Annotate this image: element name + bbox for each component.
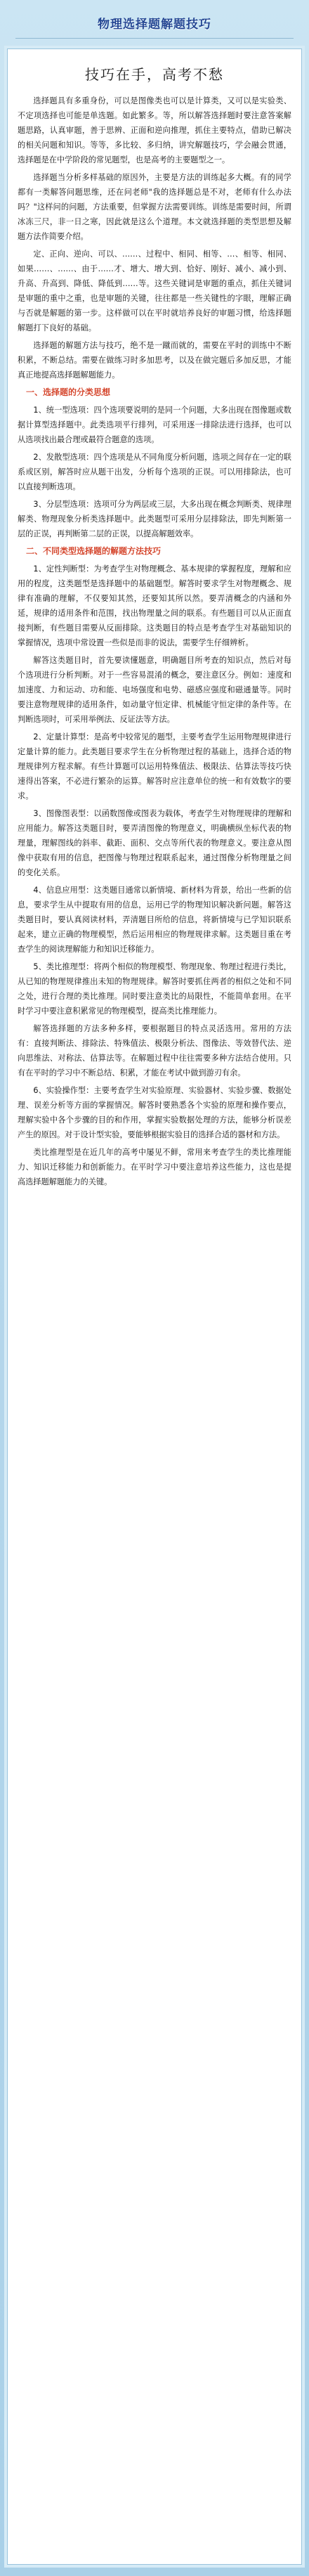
paragraph: 定、正向、逆向、可以、……、过程中、相同、相等、…、相等、相同、如果……、……、由于……才、增大、增大到、恰好、刚好、减小、减小到、升高、升高到、降低、降低到……等。这些关键词是审题的重点，抓住关键词是审题的重中之重，也是审题的关键，往往都是一些关键性的字眼，理解正确与否就是解题的第一步。这样做可以在平时就培养良好的审题习惯，给选择题解题打下良好的基础。 bbox=[18, 250, 291, 332]
paragraph: 类比推理型是在近几年的高考中屡见不鲜，常用来考查学生的类比推理能力、知识迁移能力和创新能力。在平时学习中要注意培养这些能力，这也是提高选择题解题能力的关键。 bbox=[18, 1148, 291, 1186]
paragraph: 3、图像图表型：以函数图像或图表为载体，考查学生对物理规律的理解和应用能力。解答这类题目时，要弄清图像的物理意义，明确横纵坐标代表的物理量，理解图线的斜率、截距、面积、交点等所代表的物理意义。要注意从图像中获取有用的信息，把图像与物理过程联系起来，通过图像分析物理量之间的变化关系。 bbox=[18, 809, 291, 877]
paragraph: 1、统一型选项：四个选项要说明的是同一个问题，大多出现在图像题或数据计算型选择题中。此类选项平行排列，可采用逐一排除法进行选择，也可以从选项找出最合理或最符合题意的选项。 bbox=[18, 406, 291, 444]
paragraph: 6、实验操作型：主要考查学生对实验原理、实验器材、实验步骤、数据处理、误差分析等方面的掌握情况。解答时要熟悉各个实验的原理和操作要点，理解实验中各个步骤的目的和作用，掌握实验数据处理的方法，能够分析误差产生的原因。对于设计型实验，要能够根据实验目的选择合适的器材和方法。 bbox=[18, 1086, 291, 1139]
section-heading-2: 二、不同类型选择题的解题方法技巧 bbox=[26, 546, 162, 556]
page-title: 物理选择题解题技巧 bbox=[98, 17, 211, 32]
paragraph: 选择题具有多重身份，可以是图像类也可以是计算类，又可以是实验类、不定项选择也可能是单选题。如此繁多。等，所以解答选择题时要注意答案解题思路，认真审题，善于思辨、正面和逆向推理，抓住主要特点，借助已解决的相关问题和知识。等等，多比较、多归纳，讲究解题技巧，学会融会贯通，选择题是在中学阶段的常见题型，也是高考的主要题型之一。 bbox=[18, 96, 291, 164]
article-motto: 技巧在手，高考不愁 bbox=[85, 66, 224, 83]
paragraph: 选择题的解题方法与技巧，绝不是一蹴而就的，需要在平时的训练中不断积累，不断总结。需要在做练习时多加思考，以及在做完题后多加反思，才能真正地提高选择题解题能力。 bbox=[18, 341, 291, 380]
paragraph: 3、分层型选项：选项可分为两层或三层，大多出现在概念判断类、规律理解类、物理现象分析类选择题中。此类题型可采用分层排除法，即先判断第一层的正误，再判断第二层的正误，以提高解题效率。 bbox=[18, 500, 291, 538]
title-bar bbox=[15, 7, 294, 39]
paragraph: 2、发散型选项：四个选项是从不同角度分析问题，选项之间存在一定的联系或区别，解答时应从题干出发，分析每个选项的正误。可以用排除法，也可以直接判断选项。 bbox=[18, 453, 291, 491]
article-card bbox=[7, 48, 302, 2565]
paragraph: 解答这类题目时，首先要读懂题意，明确题目所考查的知识点，然后对每个选项进行分析判断。对于一些容易混淆的概念，要注意区分。例如：速度和加速度、力和运动、功和能、电场强度和电势、磁感应强度和磁通量等。同时要注意物理规律的适用条件，如动量守恒定律、机械能守恒定律的条件等。在判断选项时，可采用举例法、反证法等方法。 bbox=[18, 656, 291, 724]
paragraph: 4、信息应用型：这类题目通常以新情境、新材料为背景，给出一些新的信息，要求学生从中提取有用的信息，运用已学的物理知识解决新问题。解答这类题目时，要认真阅读材料，弄清题目所给的信息，将新情境与已学知识联系起来，建立正确的物理模型，然后运用相应的物理规律求解。这类题目重在考查学生的阅读理解能力和知识迁移能力。 bbox=[18, 886, 291, 954]
paragraph: 5、类比推理型：将两个相似的物理模型、物理现象、物理过程进行类比，从已知的物理规律推出未知的物理规律。解答时要抓住两者的相似之处和不同之处，进行合理的类比推理。同时要注意类比的局限性，不能简单套用。在平时学习中要注意积累常见的物理模型，提高类比推理能力。 bbox=[18, 962, 291, 1016]
paragraph: 2、定量计算型：是高考中较常见的题型，主要考查学生运用物理规律进行定量计算的能力。此类题目要求学生在分析物理过程的基础上，选择合适的物理规律列方程求解。有些计算题可以运用特殊值法、极限法、估算法等技巧快速得出答案，不必进行繁杂的运算。解答时应注意单位的统一和有效数字的要求。 bbox=[18, 732, 291, 801]
paragraph: 1、定性判断型：为考查学生对物理概念、基本规律的掌握程度，理解和应用的程度，这类题型是选择题中的基础题型。解答时要求学生对物理概念、规律有准确的理解，不仅要知其然，还要知其所以然。要弄清概念的内涵和外延，规律的适用条件和范围，找出物理量之间的联系。有些题目可以从正面直接判断，有些题目需要从反面排除。这类题目的特点是考查学生对基础知识的掌握情况，选项中常设置一些似是而非的说法，需要学生仔细辨析。 bbox=[18, 564, 291, 647]
paragraph: 解答选择题的方法多种多样，要根据题目的特点灵活选用。常用的方法有：直接判断法、排除法、特殊值法、极限分析法、图像法、等效替代法、逆向思维法、对称法、估算法等。在解题过程中往往需要多种方法结合使用。只有在平时的学习中不断总结、积累，才能在考试中做到游刃有余。 bbox=[18, 1024, 291, 1077]
paragraph: 选择题当分析多样基础的原因外，主要是方法的训练起多大概。有的同学都有一类解答问题思维，还在问老师"我的选择题总是不对，老师有什么办法吗？"这样问的问题，方法重要，但掌握方法需要训练。训练是需要时间，所谓冰冻三尺，非一日之寒，因此就是这么个道理。本文就选择题的类型思想及解题方法作简要介绍。 bbox=[18, 173, 291, 241]
section-heading-1: 一、选择题的分类思想 bbox=[26, 387, 111, 397]
motto-wrap bbox=[18, 62, 291, 85]
